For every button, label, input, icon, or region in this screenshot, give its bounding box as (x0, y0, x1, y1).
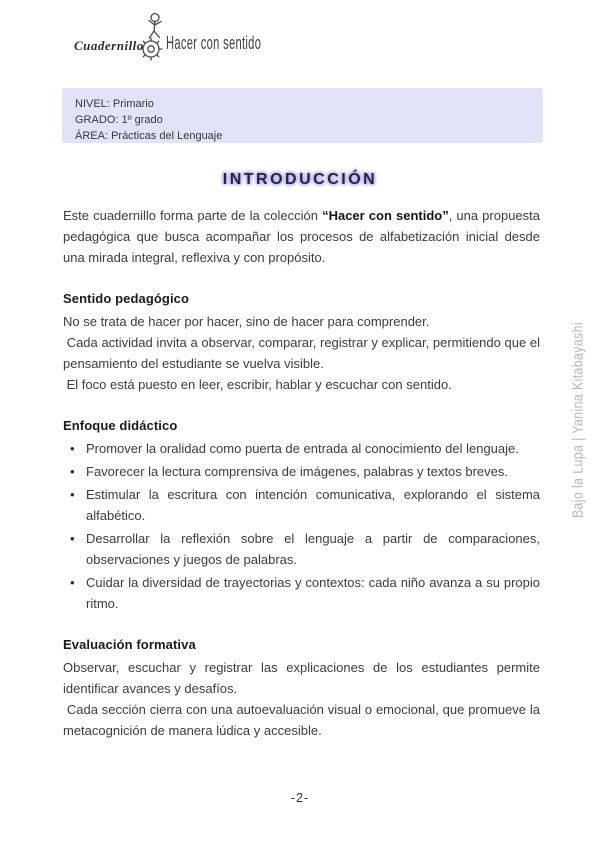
paragraph: Cada actividad invita a observar, comparar, registrar y explicar, permitiendo que el pensamiento del estudiante se vuelva visible. (63, 335, 544, 371)
section-heading-enfoque-didactico: Enfoque didáctico (63, 418, 178, 433)
brand-script-label: Cuadernillo (74, 38, 144, 53)
info-grado: GRADO: 1º grado (75, 114, 163, 126)
paragraph: No se trata de hacer por hacer, sino de hacer para comprender. (63, 314, 430, 329)
intro-paragraph (63, 205, 544, 268)
level-info-box (62, 88, 543, 143)
list-item: • Estimular la escritura con intención comunicativa, explorando el sistema alfabético. (63, 484, 540, 526)
section-heading-evaluacion-formativa: Evaluación formativa (63, 637, 196, 652)
list-item: • Desarrollar la reflexión sobre el lenguaje a partir de comparaciones, observaciones y juegos de palabras. (63, 528, 540, 570)
author-watermark: Bajo la Lupa | Yanina Kitabayashi (569, 321, 587, 519)
intro-collection-name: “Hacer con sentido” (322, 208, 449, 223)
paragraph: Observar, escuchar y registrar las explicaciones de los estudiantes permite identificar avances y desafíos. (63, 660, 544, 696)
page-title: INTRODUCCIÓN (222, 171, 378, 188)
section-heading-sentido-pedagogico: Sentido pedagógico (63, 291, 190, 306)
paragraph: Cada sección cierra con una autoevaluación visual o emocional, que promueve la metacognición de manera lúdica y accesible. (63, 702, 544, 738)
list-item: • Favorecer la lectura comprensiva de imágenes, palabras y textos breves. (63, 461, 540, 482)
list-item: • Promover la oralidad como puerta de entrada al conocimiento del lenguaje. (63, 438, 540, 459)
intro-text-before: Este cuadernillo forma parte de la colección (63, 208, 323, 223)
paragraph: El foco está puesto en leer, escribir, hablar y escuchar con sentido. (63, 377, 452, 392)
bullet-list (63, 438, 540, 614)
info-area: ÁREA: Prácticas del Lenguaje (75, 130, 223, 142)
list-item: • Cuidar la diversidad de trayectorias y contextos: cada niño avanza a su propio ritmo. (63, 572, 540, 614)
info-nivel: NIVEL: Primario (75, 98, 154, 110)
brand-title: Hacer con sentido (166, 33, 262, 53)
document-body (63, 205, 544, 741)
intro-text-after: , una propuesta pedagógica que busca acompañar los procesos de alfabetización inicial desde una mirada integral, reflexiva y con propósito. (63, 208, 544, 265)
page-number: -2- (290, 791, 310, 805)
